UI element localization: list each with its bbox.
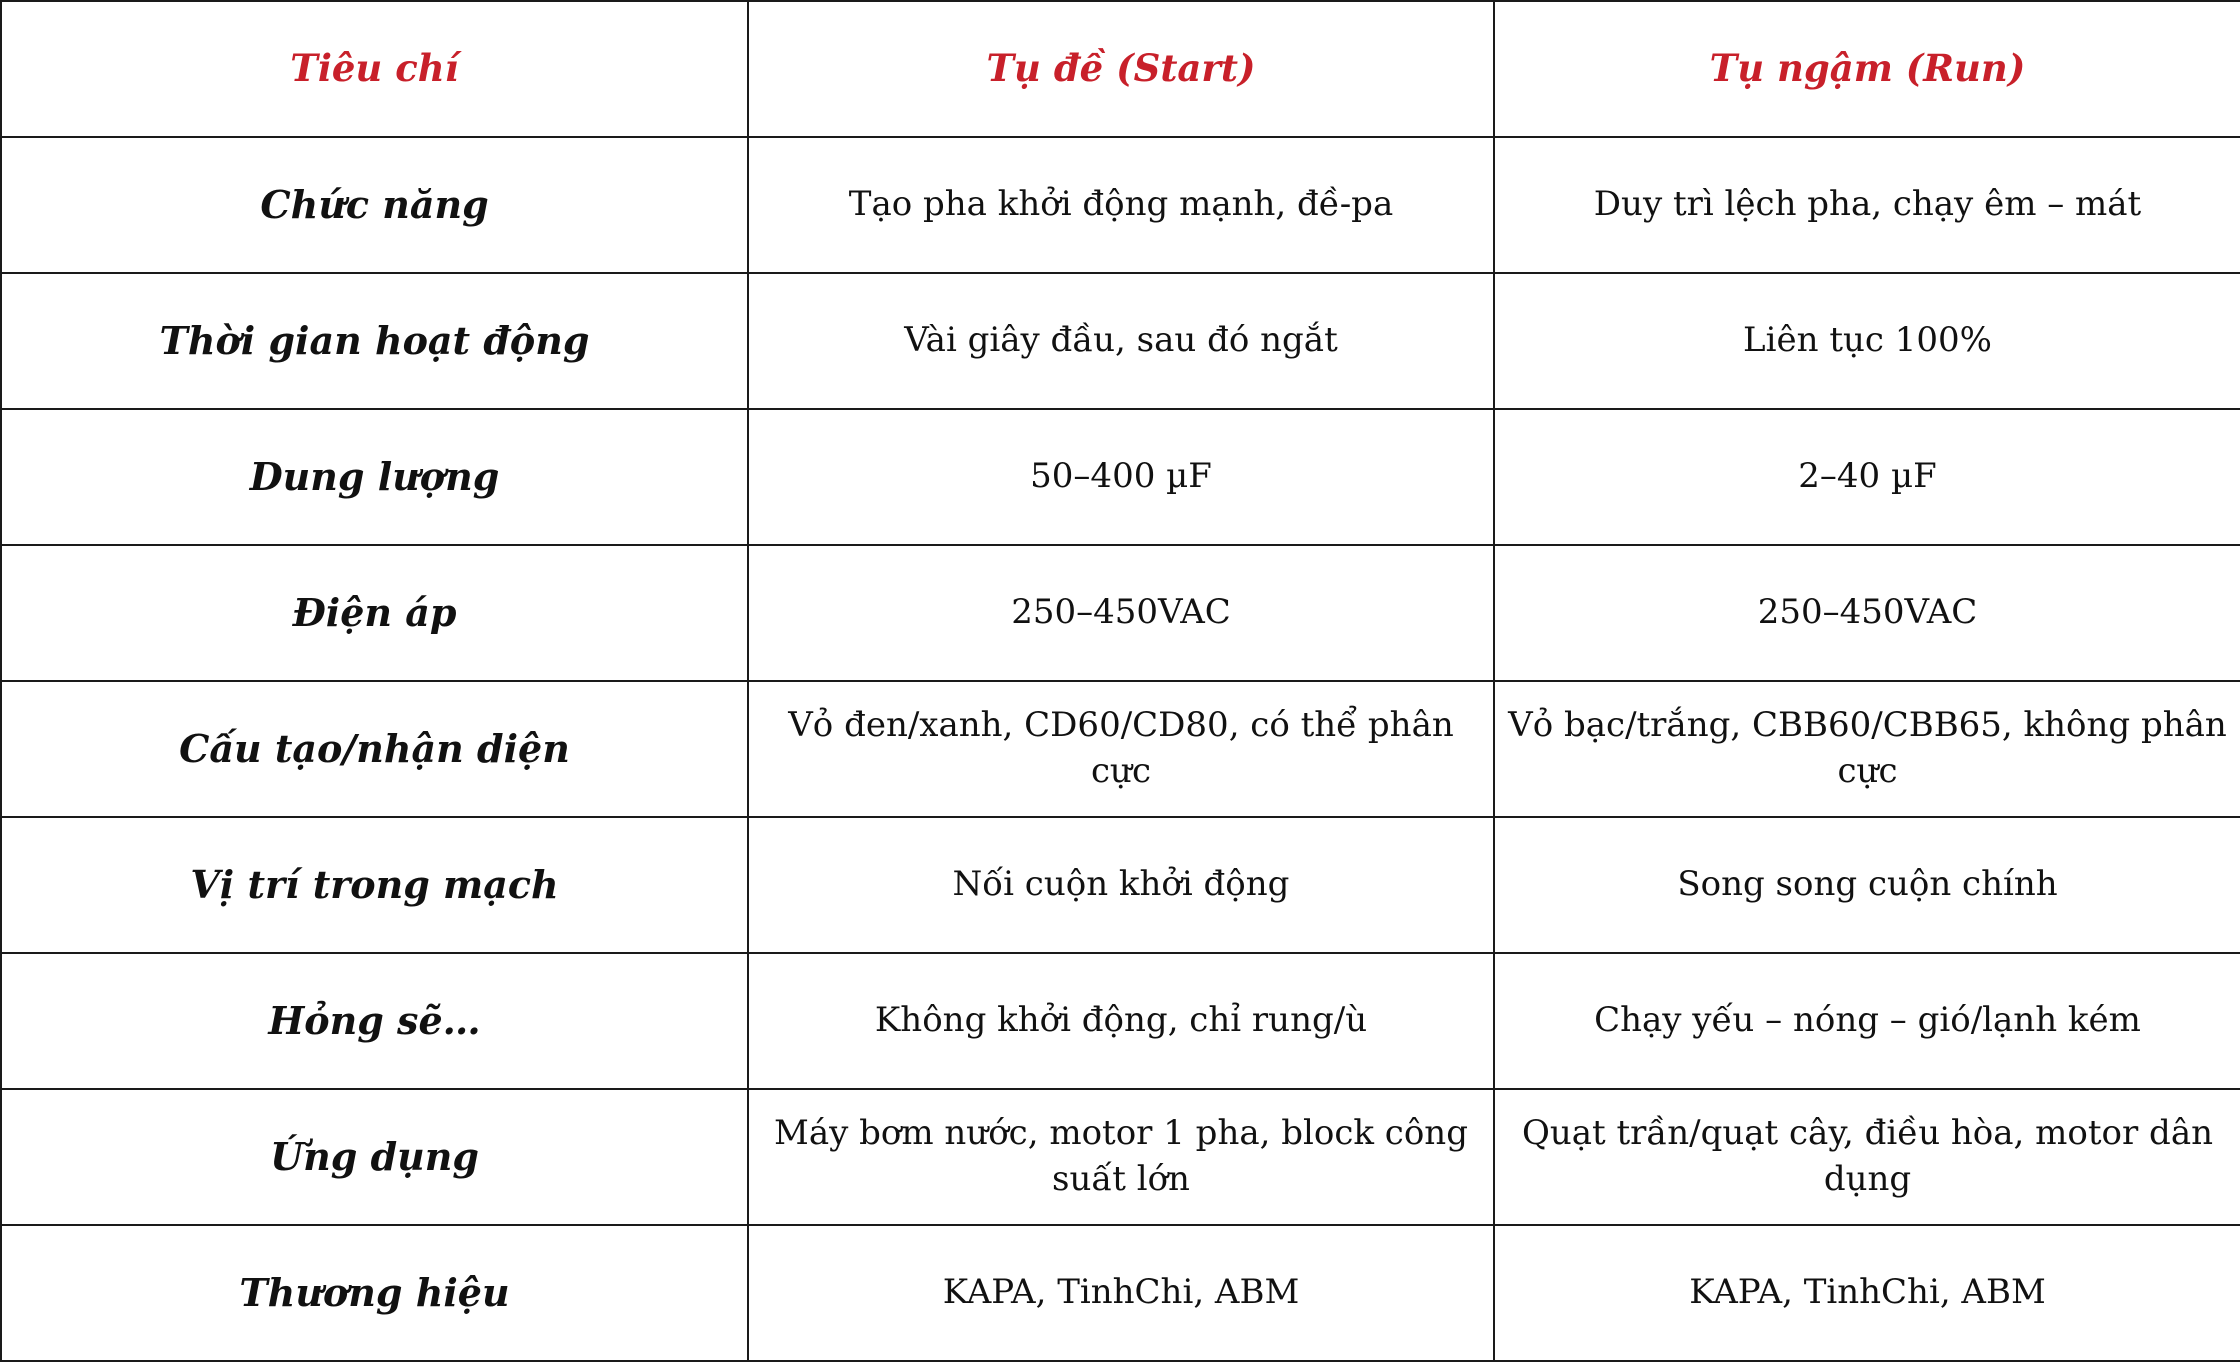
row-run-value: Liên tục 100% — [1494, 273, 2240, 409]
row-start-value: Nối cuộn khởi động — [748, 817, 1494, 953]
header-criteria: Tiêu chí — [1, 1, 748, 137]
table-row — [1, 817, 2240, 953]
row-run-value: Chạy yếu – nóng – gió/lạnh kém — [1494, 953, 2240, 1089]
table-row — [1, 137, 2240, 273]
row-run-value: Quạt trần/quạt cây, điều hòa, motor dân dụng — [1494, 1089, 2240, 1225]
table-row — [1, 681, 2240, 817]
table-row — [1, 1089, 2240, 1225]
row-run-value: KAPA, TinhChi, ABM — [1494, 1225, 2240, 1361]
row-criterion: Dung lượng — [1, 409, 748, 545]
row-criterion: Chức năng — [1, 137, 748, 273]
row-start-value: Vỏ đen/xanh, CD60/CD80, có thể phân cực — [748, 681, 1494, 817]
row-start-value: Máy bơm nước, motor 1 pha, block công suất lớn — [748, 1089, 1494, 1225]
row-criterion: Điện áp — [1, 545, 748, 681]
row-run-value: Song song cuộn chính — [1494, 817, 2240, 953]
header-start-capacitor: Tụ đề (Start) — [748, 1, 1494, 137]
header-row — [1, 1, 2240, 137]
row-run-value: 250–450VAC — [1494, 545, 2240, 681]
row-criterion: Hỏng sẽ… — [1, 953, 748, 1089]
row-run-value: Vỏ bạc/trắng, CBB60/CBB65, không phân cực — [1494, 681, 2240, 817]
row-start-value: 250–450VAC — [748, 545, 1494, 681]
table-row — [1, 1225, 2240, 1361]
row-criterion: Ứng dụng — [1, 1089, 748, 1225]
row-start-value: 50–400 µF — [748, 409, 1494, 545]
table-row — [1, 273, 2240, 409]
row-start-value: Không khởi động, chỉ rung/ù — [748, 953, 1494, 1089]
table-row — [1, 409, 2240, 545]
row-run-value: Duy trì lệch pha, chạy êm – mát — [1494, 137, 2240, 273]
table-row — [1, 545, 2240, 681]
row-start-value: Tạo pha khởi động mạnh, đề-pa — [748, 137, 1494, 273]
header-run-capacitor: Tụ ngậm (Run) — [1494, 1, 2240, 137]
row-start-value: KAPA, TinhChi, ABM — [748, 1225, 1494, 1361]
row-run-value: 2–40 µF — [1494, 409, 2240, 545]
row-criterion: Cấu tạo/nhận diện — [1, 681, 748, 817]
table-row — [1, 953, 2240, 1089]
row-criterion: Thương hiệu — [1, 1225, 748, 1361]
row-criterion: Thời gian hoạt động — [1, 273, 748, 409]
row-criterion: Vị trí trong mạch — [1, 817, 748, 953]
row-start-value: Vài giây đầu, sau đó ngắt — [748, 273, 1494, 409]
